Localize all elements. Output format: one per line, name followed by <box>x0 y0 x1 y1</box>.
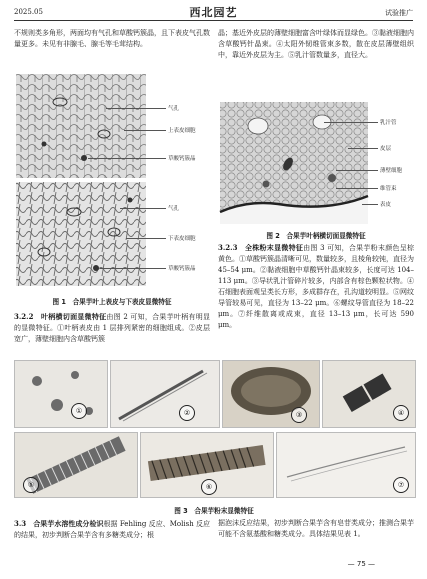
section-3-2-3-text: 由图 3 可知，合果芋粉末颜色呈棕黄色。①草酸钙簇晶清晰可见，数量较多，且棱角较钝，直径为 45–54 μm。②黏液细胞中草酸钙针晶束较多，长度可达 104–113 μm。③导状乳汁管碎片较多，内部含有棕色颗粒状物。④石细胞表面观呈类长方形，多成群存在，孔沟道较明显。⑤网纹导管较易可见，直径为 13–22 μm。⑥螺纹导管直径为 18–22 μm。⑦纤维散离或成束，直径 13–13 μm，长可达 590 μm。 <box>218 244 414 329</box>
section-label: 试验推广 <box>385 9 413 17</box>
right-top-paragraph <box>218 28 414 61</box>
figure-2 <box>218 100 414 226</box>
fig2-label-epidermis: 表皮 <box>380 202 392 208</box>
fig2-label-laticifer: 乳汁管 <box>380 120 397 126</box>
header-rule <box>14 20 413 21</box>
left-top-paragraph <box>14 28 210 50</box>
fig3-panel-2 <box>110 360 220 428</box>
figure-1 <box>14 72 210 290</box>
fig3-panel-6-number: ⑥ <box>201 479 217 495</box>
journal-title: 西北园艺 <box>189 6 238 19</box>
fig3-panel-3-number: ③ <box>291 407 307 423</box>
fig3-panel-5 <box>14 432 138 498</box>
fig1-label-stomata-upper: 气孔 <box>168 106 180 112</box>
section-3-2-3 <box>218 242 414 331</box>
section-3-2-2-heading: 3.2.2 叶柄横切面显微特征 <box>14 312 107 321</box>
section-3-3-text: 根据 Fehling 反应、Molish 反应的结果，初步判断合果芋含有多糖类成分；根 <box>14 520 210 539</box>
figure-1-caption: 图 1 合果芋叶上表皮与下表皮显微特征 <box>52 298 172 306</box>
fig2-label-vascular-bundle: 维管束 <box>380 186 397 192</box>
fig1-label-crystal-upper: 草酸钙簇晶 <box>168 156 196 162</box>
fig1-label-stomata-lower: 气孔 <box>168 206 180 212</box>
fig3-panel-5-number: ⑤ <box>23 477 39 493</box>
figure-3-caption: 图 3 合果芋粉末显微特征 <box>174 507 254 515</box>
fig3-panel-1-number: ① <box>71 403 87 419</box>
fig3-panel-4 <box>322 360 416 428</box>
section-3-2-2 <box>14 311 210 345</box>
section-3-3 <box>14 518 210 541</box>
fig3-panel-7 <box>276 432 416 498</box>
figure-3 <box>14 360 414 500</box>
fig1-label-crystal-lower: 草酸钙簇晶 <box>168 266 196 272</box>
fig3-panel-4-number: ④ <box>393 405 409 421</box>
fig3-panel-6 <box>140 432 274 498</box>
fig1-label-upper-epidermis: 上表皮细胞 <box>168 128 196 134</box>
section-3-2-3-heading: 3.2.3 全株粉末显微特征 <box>218 243 304 252</box>
fig3-panel-1 <box>14 360 108 428</box>
fig2-label-cortex: 皮层 <box>380 146 392 152</box>
fig3-panel-7-number: ⑦ <box>393 477 409 493</box>
fig3-panel-3 <box>222 360 320 428</box>
issue-label: 2025.05 <box>14 8 43 16</box>
left-top-text: 不规则类多角形，两面均有气孔和草酸钙簇晶，且下表皮气孔数量更多。未见有非腺毛、腺毛等毛茸结构。 <box>14 29 210 48</box>
page-header <box>0 0 427 28</box>
section-3-3-heading: 3.3 合果芋水溶性成分检识 <box>14 519 104 528</box>
section-3-2-2-text: 由图 2 可知，合果芋叶柄有明显的显微特征。①叶柄表皮由 1 层排列紧密的细胞组成。②皮层宽广，薄壁细胞内含草酸钙簇 <box>14 313 210 343</box>
figure-1-image <box>14 72 210 290</box>
fig3-panel-2-number: ② <box>179 405 195 421</box>
page-number: — 75 — <box>347 560 375 568</box>
fig1-label-lower-epidermis: 下表皮细胞 <box>168 236 196 242</box>
figure-2-caption: 图 2 合果芋叶柄横切面显微特征 <box>266 232 366 240</box>
fig2-label-parenchyma: 薄壁细胞 <box>380 168 403 174</box>
right-top-text: 晶；基近外皮层的薄壁细胞富含叶绿体而显绿色。③黏液细胞内含草酸钙针晶束。④太阳外韧维管束多数，散在皮层薄壁组织中，靠近外皮层为主。⑤乳汁管数量多，直径大。 <box>218 29 414 59</box>
right-bottom-paragraph <box>218 518 414 540</box>
right-bottom-text: 据泡沫反应结果，初步判断合果芋含有皂苷类成分；推测合果芋可能不含氨基酸和糖类成分。具体结果见表 1。 <box>218 519 414 538</box>
